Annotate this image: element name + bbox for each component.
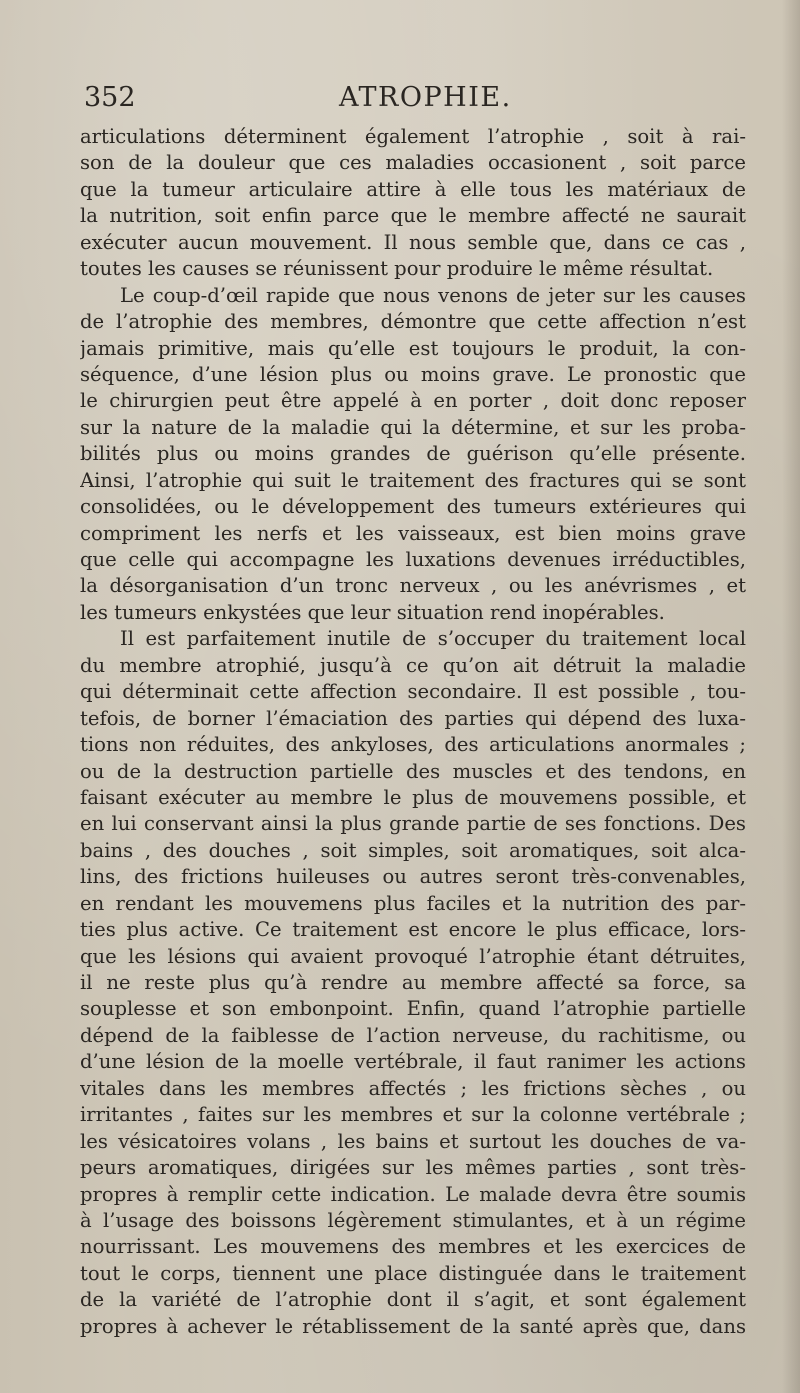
text-line: tefois, de borner l’émaciation des parties qui dépend des luxa-: [80, 706, 746, 730]
text-line: propres à achever le rétablissement de la santé après que, dans: [80, 1314, 746, 1338]
text-line: d’une lésion de la moelle vertébrale, il faut ranimer les actions: [80, 1050, 746, 1074]
text-line: son de la douleur que ces maladies occasionent , soit parce: [80, 151, 746, 175]
text-line: que celle qui accompagne les luxations devenues irréductibles,: [80, 548, 746, 571]
text-line: souplesse et son embonpoint. Enfin, quand l’atrophie partielle: [80, 997, 746, 1021]
text-line: nourrissant. Les mouvemens des membres et les exercices de: [80, 1235, 746, 1259]
text-line: peurs aromatiques, dirigées sur les mêmes parties , sont très-: [80, 1156, 746, 1180]
text-line: de l’atrophie des membres, démontre que cette affection n’est: [80, 310, 746, 334]
text-line: exécuter aucun mouvement. Il nous semble que, dans ce cas ,: [80, 230, 746, 254]
text-line: Il est parfaitement inutile de s’occuper du traitement local: [120, 627, 746, 651]
text-line: irritantes , faites sur les membres et sur la colonne vertébrale ;: [80, 1103, 746, 1127]
text-line: Le coup-d’œil rapide que nous venons de jeter sur les causes: [120, 283, 746, 307]
text-line: que la tumeur articulaire attire à elle tous les matériaux de: [80, 177, 746, 201]
text-line: du membre atrophié, jusqu’à ce qu’on ait détruit la maladie: [80, 653, 746, 677]
text-line: ties plus active. Ce traitement est encore le plus efficace, lors-: [80, 918, 746, 942]
text-line: qui déterminait cette affection secondaire. Il est possible , tou-: [80, 680, 746, 704]
text-line: à l’usage des boissons légèrement stimulantes, et à un régime: [80, 1208, 746, 1232]
text-line: tions non réduites, des ankyloses, des articulations anormales ;: [80, 733, 746, 757]
text-line: la désorganisation d’un tronc nerveux , ou les anévrismes , et: [80, 574, 746, 598]
text-line: le chirurgien peut être appelé à en porter , doit donc reposer: [80, 389, 746, 413]
body-text: [80, 124, 746, 1340]
text-line: bains , des douches , soit simples, soit aromatiques, soit alca-: [80, 838, 746, 862]
text-line: ou de la destruction partielle des muscles et des tendons, en: [80, 759, 746, 783]
text-line: de la variété de l’atrophie dont il s’agit, et sont également: [80, 1288, 746, 1312]
page-edge-shadow: [782, 0, 800, 1393]
text-line: consolidées, ou le développement des tumeurs extérieures qui: [80, 495, 746, 519]
text-line: il ne reste plus qu’à rendre au membre affecté sa force, sa: [80, 971, 746, 994]
text-line: lins, des frictions huileuses ou autres seront très-convenables,: [80, 865, 746, 889]
running-head: ATROPHIE.: [339, 82, 512, 113]
text-line: articulations déterminent également l’atrophie , soit à rai-: [80, 125, 746, 148]
text-line: faisant exécuter au membre le plus de mouvemens possible, et: [80, 785, 746, 809]
text-line: toutes les causes se réunissent pour produire le même résultat.: [80, 257, 714, 281]
text-line: Ainsi, l’atrophie qui suit le traitement des fractures qui se sont: [80, 468, 746, 492]
text-line: les tumeurs enkystées que leur situation rend inopérables.: [80, 600, 665, 624]
page-number: 352: [84, 82, 136, 113]
text-line: bilités plus ou moins grandes de guérison qu’elle présente.: [80, 442, 746, 466]
text-line: vitales dans les membres affectés ; les frictions sèches , ou: [80, 1076, 746, 1100]
text-line: en rendant les mouvemens plus faciles et la nutrition des par-: [80, 891, 746, 915]
text-line: séquence, d’une lésion plus ou moins grave. Le pronostic que: [80, 362, 746, 386]
text-line: les vésicatoires volans , les bains et surtout les douches de va-: [80, 1129, 746, 1153]
page-header: [84, 82, 744, 122]
text-line: sur la nature de la maladie qui la détermine, et sur les proba-: [80, 415, 746, 439]
text-line: jamais primitive, mais qu’elle est toujours le produit, la con-: [80, 336, 746, 360]
text-line: la nutrition, soit enfin parce que le membre affecté ne saurait: [80, 204, 746, 228]
text-line: en lui conservant ainsi la plus grande partie de ses fonctions. Des: [80, 812, 746, 836]
text-line: compriment les nerfs et les vaisseaux, est bien moins grave: [80, 521, 746, 545]
text-line: dépend de la faiblesse de l’action nerveuse, du rachitisme, ou: [80, 1023, 746, 1047]
text-line: propres à remplir cette indication. Le malade devra être soumis: [80, 1182, 746, 1206]
text-line: que les lésions qui avaient provoqué l’atrophie étant détruites,: [80, 944, 746, 968]
text-line: tout le corps, tiennent une place distinguée dans le traitement: [80, 1261, 746, 1285]
